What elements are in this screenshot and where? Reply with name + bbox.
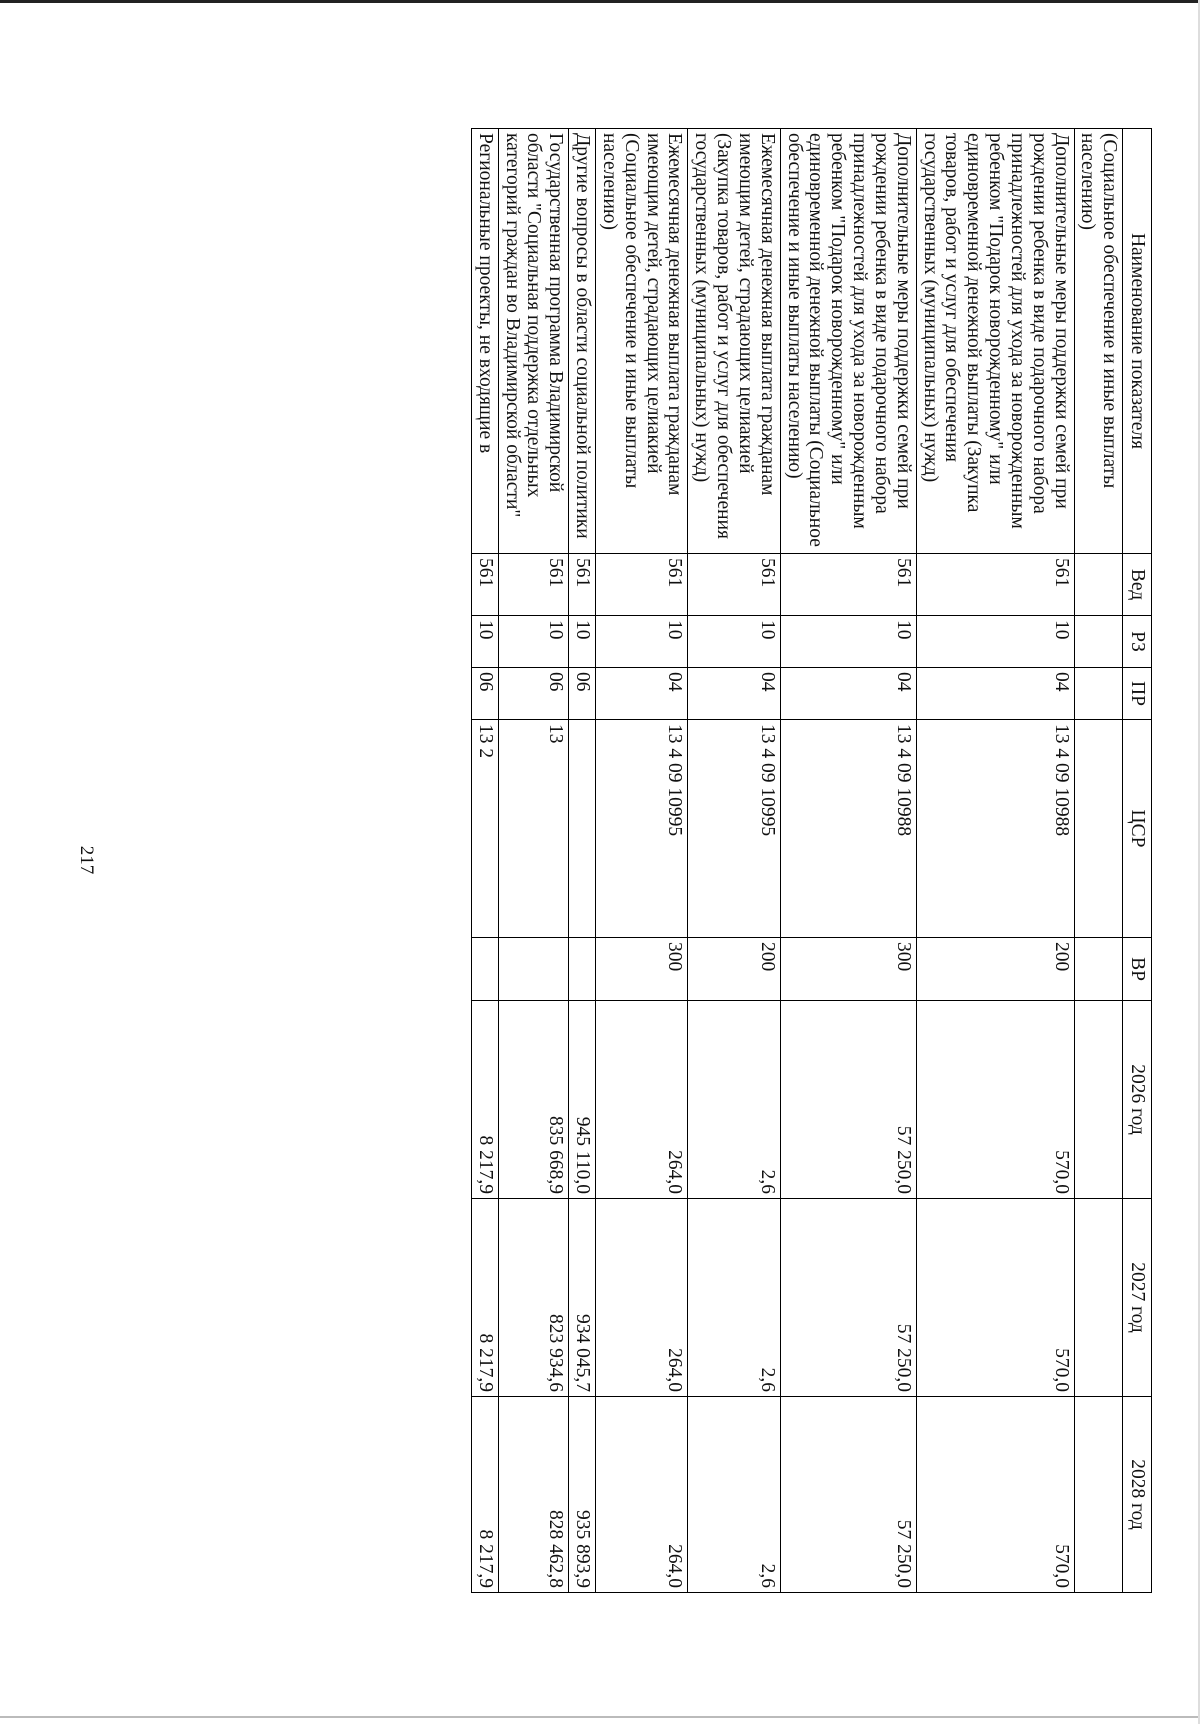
row-name: (Социальное обеспечение и иные выплаты населению) — [1074, 129, 1123, 554]
row-2026: 57 250,0 — [780, 1001, 916, 1199]
row-2026: 2,6 — [688, 1001, 780, 1199]
row-csr — [1074, 720, 1123, 938]
row-2027: 2,6 — [688, 1199, 780, 1397]
table-row — [780, 129, 916, 1593]
row-rz: 10 — [596, 616, 688, 668]
header-2028: 2028 год — [1123, 1397, 1152, 1593]
header-ved: Вед — [1123, 554, 1152, 616]
row-2026: 264,0 — [596, 1001, 688, 1199]
row-csr: 13 4 09 10995 — [688, 720, 780, 938]
table-row — [596, 129, 688, 1593]
row-2028: 935 893,9 — [569, 1397, 596, 1593]
row-2027: 264,0 — [596, 1199, 688, 1397]
header-vr: ВР — [1123, 938, 1152, 1001]
row-ved: 561 — [780, 554, 916, 616]
row-2028: 8 217,9 — [471, 1397, 498, 1593]
row-name: Региональные проекты, не входящие в — [471, 129, 498, 554]
row-rz: 10 — [569, 616, 596, 668]
row-rz: 10 — [471, 616, 498, 668]
row-pr: 04 — [780, 668, 916, 720]
row-csr — [569, 720, 596, 938]
row-2026 — [1074, 1001, 1123, 1199]
row-2028 — [1074, 1397, 1123, 1593]
row-2028: 2,6 — [688, 1397, 780, 1593]
row-vr — [1074, 938, 1123, 1001]
row-name: Другие вопросы в области социальной политики — [569, 129, 596, 554]
row-2028: 57 250,0 — [780, 1397, 916, 1593]
row-2026: 8 217,9 — [471, 1001, 498, 1199]
row-2027: 8 217,9 — [471, 1199, 498, 1397]
row-2026: 945 110,0 — [569, 1001, 596, 1199]
header-2027: 2027 год — [1123, 1199, 1152, 1397]
row-vr — [471, 938, 498, 1001]
row-csr: 13 — [498, 720, 568, 938]
budget-table — [471, 128, 1152, 1593]
row-name: Дополнительные меры поддержки семей при рождении ребенка в виде подарочного набора принадлежностей для ухода за новорожденным ребенком "Подарок новорожденному" или единовременной денежной выплаты (Закупка товаров, работ и услуг для обеспечения государственных (муниципальных) нужд) — [916, 129, 1074, 554]
row-pr: 04 — [916, 668, 1074, 720]
row-2026: 835 668,9 — [498, 1001, 568, 1199]
table-header-row — [1123, 129, 1152, 1593]
row-vr: 200 — [688, 938, 780, 1001]
row-vr — [569, 938, 596, 1001]
row-2027: 934 045,7 — [569, 1199, 596, 1397]
header-csr: ЦСР — [1123, 720, 1152, 938]
row-ved: 561 — [471, 554, 498, 616]
row-pr: 04 — [688, 668, 780, 720]
table-row — [471, 129, 498, 1593]
row-rz: 10 — [780, 616, 916, 668]
row-vr: 200 — [916, 938, 1074, 1001]
row-csr: 13 4 09 10988 — [916, 720, 1074, 938]
row-rz: 10 — [498, 616, 568, 668]
row-pr: 06 — [471, 668, 498, 720]
row-pr: 06 — [498, 668, 568, 720]
row-csr: 13 4 09 10995 — [596, 720, 688, 938]
row-ved: 561 — [688, 554, 780, 616]
row-name: Ежемесячная денежная выплата гражданам имеющим детей, страдающих целиакией (Закупка товаров, работ и услуг для обеспечения государственных (муниципальных) нужд) — [688, 129, 780, 554]
row-ved: 561 — [569, 554, 596, 616]
row-name: Государственная программа Владимирской области "Социальная поддержка отдельных категорий граждан во Владимирской области" — [498, 129, 568, 554]
table-row — [498, 129, 568, 1593]
row-ved — [1074, 554, 1123, 616]
row-vr — [498, 938, 568, 1001]
header-name: Наименование показателя — [1123, 129, 1152, 554]
row-2027: 570,0 — [916, 1199, 1074, 1397]
header-pr: ПР — [1123, 668, 1152, 720]
row-name: Ежемесячная денежная выплата гражданам имеющим детей, страдающих целиакией (Социальное обеспечение и иные выплаты населению) — [596, 129, 688, 554]
row-vr: 300 — [596, 938, 688, 1001]
row-csr: 13 2 — [471, 720, 498, 938]
row-vr: 300 — [780, 938, 916, 1001]
row-ved: 561 — [916, 554, 1074, 616]
row-rz: 10 — [916, 616, 1074, 668]
row-2028: 264,0 — [596, 1397, 688, 1593]
header-2026: 2026 год — [1123, 1001, 1152, 1199]
row-pr: 04 — [596, 668, 688, 720]
row-csr: 13 4 09 10988 — [780, 720, 916, 938]
row-ved: 561 — [596, 554, 688, 616]
row-pr — [1074, 668, 1123, 720]
row-2027: 823 934,6 — [498, 1199, 568, 1397]
row-rz: 10 — [688, 616, 780, 668]
row-ved: 561 — [498, 554, 568, 616]
row-2027 — [1074, 1199, 1123, 1397]
page-number: 217 — [76, 845, 97, 875]
row-2028: 570,0 — [916, 1397, 1074, 1593]
row-pr: 06 — [569, 668, 596, 720]
table-row — [569, 129, 596, 1593]
table-row — [916, 129, 1074, 1593]
row-2028: 828 462,8 — [498, 1397, 568, 1593]
row-2026: 570,0 — [916, 1001, 1074, 1199]
table-row — [688, 129, 780, 1593]
row-name: Дополнительные меры поддержки семей при рождении ребенка в виде подарочного набора принадлежностей для ухода за новорожденным ребенком "Подарок новорожденному" или единовременной денежной выплаты (Социальное обеспечение и иные выплаты населению) — [780, 129, 916, 554]
row-2027: 57 250,0 — [780, 1199, 916, 1397]
table-row — [1074, 129, 1123, 1593]
row-rz — [1074, 616, 1123, 668]
header-rz: РЗ — [1123, 616, 1152, 668]
